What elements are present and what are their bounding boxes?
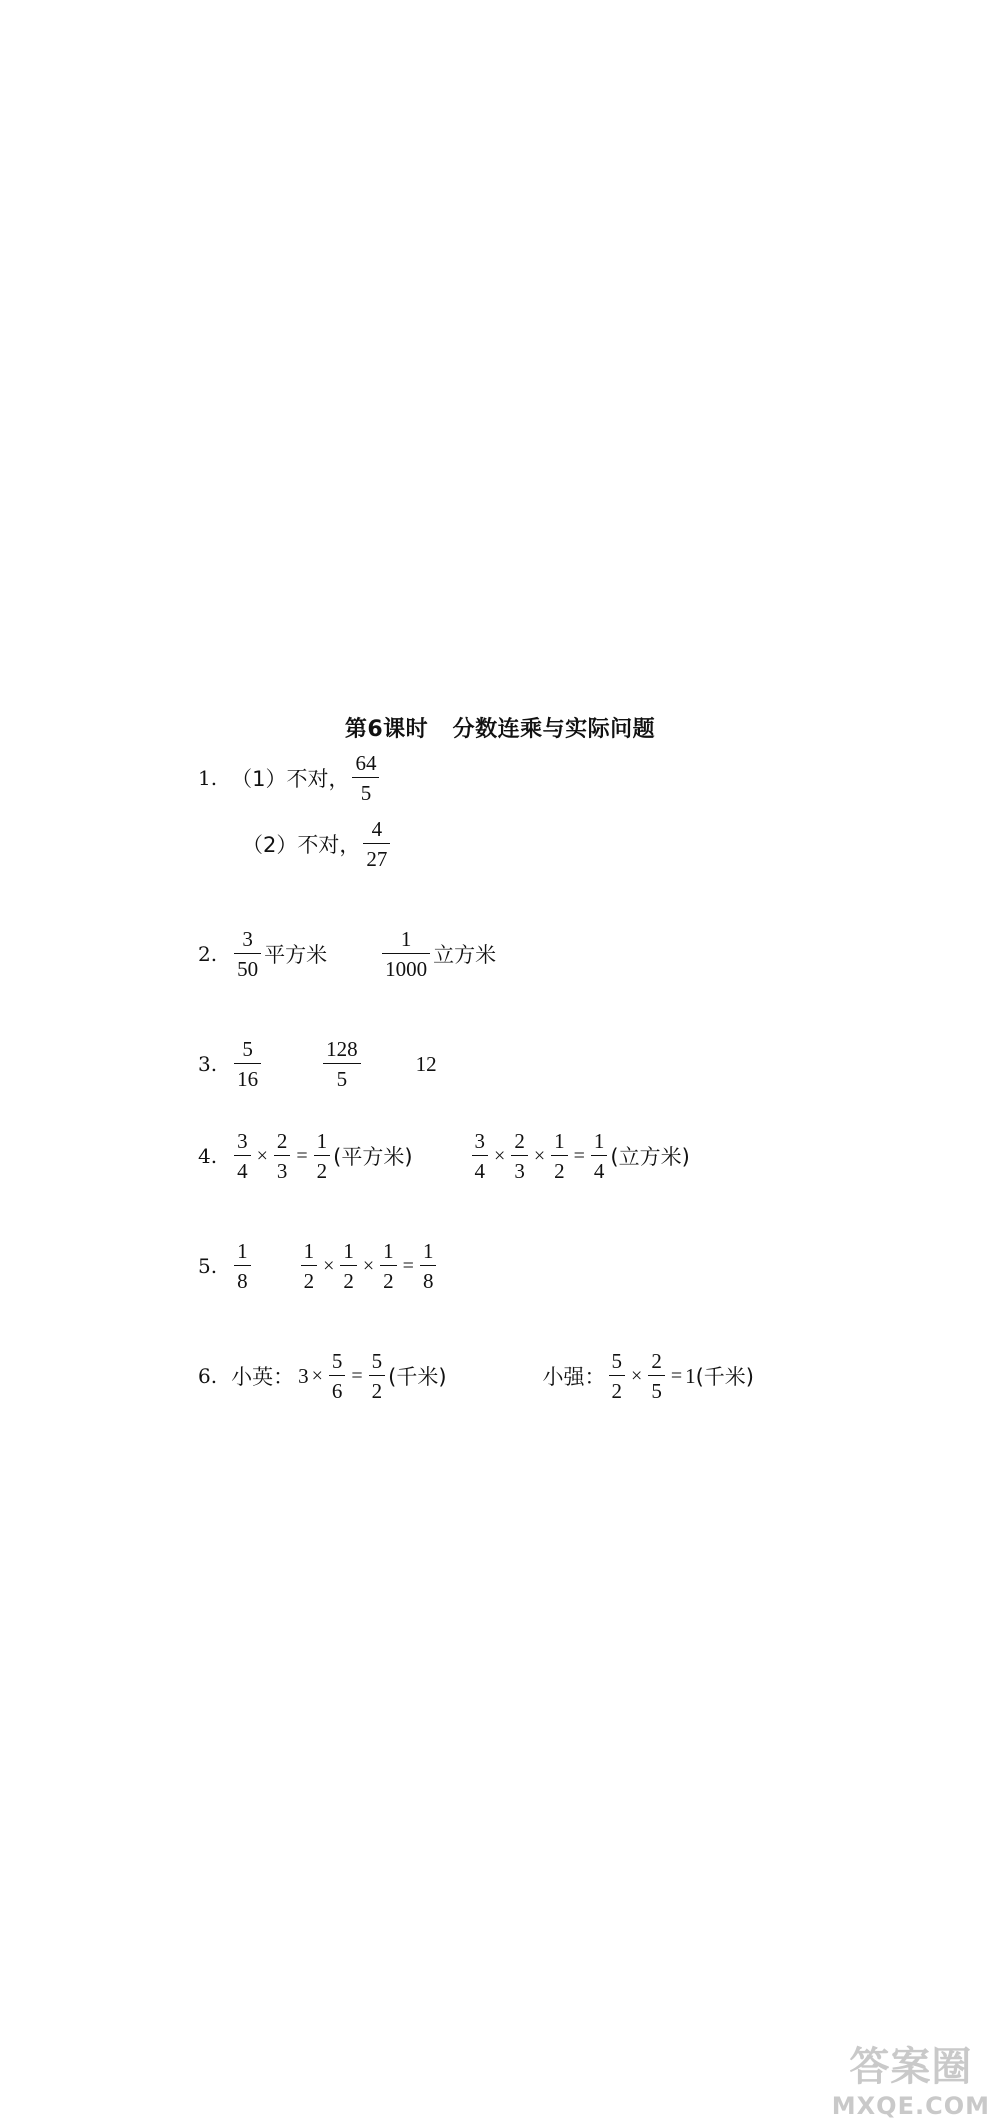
denominator: 27 [366, 847, 388, 872]
denominator: 8 [237, 1269, 248, 1294]
fraction [234, 1038, 261, 1090]
fraction [340, 1240, 357, 1292]
numerator: 3 [237, 1129, 248, 1153]
denominator: 50 [237, 957, 259, 982]
denominator: 2 [303, 1269, 315, 1294]
question-4 [198, 1130, 690, 1182]
numerator: 128 [326, 1037, 358, 1061]
fraction [648, 1350, 665, 1402]
fraction [234, 928, 261, 980]
fraction [363, 818, 390, 870]
numerator: 5 [331, 1349, 343, 1373]
question-number: 3. [198, 1052, 218, 1077]
question-number: 2. [198, 942, 218, 967]
question-5 [198, 1240, 439, 1292]
numerator: 1 [400, 927, 412, 951]
fraction [382, 928, 430, 980]
denominator: 8 [422, 1269, 434, 1294]
unit-label: (立方米) [610, 1145, 690, 1170]
question-number: 4. [198, 1144, 218, 1169]
times-sign: × [323, 1254, 335, 1277]
numerator: 1 [554, 1129, 565, 1153]
student-label: 小英： [231, 1365, 295, 1390]
numerator: 64 [355, 751, 377, 775]
denominator: 4 [474, 1159, 486, 1184]
page-title: 第6课时 分数连乘与实际问题 [344, 717, 656, 742]
question-number: 6. [198, 1364, 218, 1389]
numerator: 2 [514, 1129, 525, 1153]
question-3 [198, 1038, 437, 1090]
denominator: 4 [593, 1159, 605, 1184]
denominator: 5 [360, 781, 372, 806]
student-label: 小强： [542, 1365, 606, 1390]
denominator: 5 [651, 1379, 662, 1404]
fraction [352, 752, 379, 804]
fraction [329, 1350, 346, 1402]
numerator: 2 [651, 1349, 662, 1373]
watermark-site: MXQE.COM [831, 2092, 990, 2120]
times-sign: × [494, 1144, 506, 1167]
fraction [323, 1038, 361, 1090]
fraction [551, 1130, 568, 1182]
unit-label: (千米) [695, 1365, 754, 1390]
answer-value: 12 [415, 1051, 437, 1076]
denominator: 2 [554, 1159, 565, 1184]
numerator: 1 [422, 1239, 434, 1263]
numerator: 5 [611, 1349, 623, 1373]
result-value: 1 [685, 1363, 696, 1388]
unit-label: (平方米) [333, 1145, 413, 1170]
numerator: 1 [303, 1239, 315, 1263]
question-number: 5. [198, 1254, 218, 1279]
unit-label: 立方米 [433, 943, 497, 968]
fraction [314, 1130, 331, 1182]
numerator: 5 [242, 1037, 253, 1061]
coefficient: 3 [298, 1363, 309, 1388]
fraction [274, 1130, 291, 1182]
answer-label: （2）不对， [242, 833, 361, 858]
denominator: 1000 [385, 957, 428, 982]
question-1-a [198, 752, 382, 804]
watermark [832, 2035, 990, 2120]
denominator: 6 [331, 1379, 343, 1404]
denominator: 2 [371, 1379, 383, 1404]
unit-label: 平方米 [264, 943, 328, 968]
times-sign: × [311, 1364, 323, 1387]
times-sign: × [533, 1144, 546, 1167]
denominator: 5 [336, 1067, 348, 1092]
equals-sign: = [296, 1144, 308, 1167]
denominator: 4 [237, 1159, 248, 1184]
numerator: 1 [316, 1129, 328, 1153]
watermark-logo: 答案圈 [849, 2044, 973, 2090]
times-sign: × [256, 1144, 268, 1167]
fraction [380, 1240, 397, 1292]
denominator: 3 [514, 1159, 525, 1184]
numerator: 3 [474, 1129, 486, 1153]
times-sign: × [631, 1364, 643, 1387]
fraction [472, 1130, 489, 1182]
numerator: 3 [242, 927, 253, 951]
equals-sign: = [351, 1364, 363, 1387]
numerator: 1 [593, 1129, 605, 1153]
question-1-b [242, 818, 393, 870]
denominator: 2 [343, 1269, 354, 1294]
question-6 [198, 1350, 754, 1402]
numerator: 4 [371, 817, 383, 841]
equals-sign: = [573, 1144, 585, 1167]
fraction [369, 1350, 386, 1402]
fraction [591, 1130, 608, 1182]
denominator: 16 [237, 1067, 259, 1092]
fraction [609, 1350, 626, 1402]
equals-sign: = [670, 1364, 683, 1387]
question-number: 1. [198, 766, 218, 791]
fraction [511, 1130, 528, 1182]
numerator: 1 [383, 1239, 394, 1263]
fraction [234, 1130, 251, 1182]
answer-label: （1）不对， [231, 767, 350, 792]
fraction [420, 1240, 437, 1292]
denominator: 2 [611, 1379, 623, 1404]
fraction [301, 1240, 318, 1292]
numerator: 1 [343, 1239, 354, 1263]
denominator: 3 [276, 1159, 288, 1184]
equals-sign: = [402, 1254, 414, 1277]
numerator: 2 [276, 1129, 288, 1153]
times-sign: × [362, 1254, 375, 1277]
denominator: 2 [383, 1269, 394, 1294]
question-2 [198, 928, 496, 980]
fraction [234, 1240, 251, 1292]
denominator: 2 [316, 1159, 328, 1184]
numerator: 5 [371, 1349, 383, 1373]
numerator: 1 [237, 1239, 248, 1263]
unit-label: (千米) [388, 1365, 447, 1390]
